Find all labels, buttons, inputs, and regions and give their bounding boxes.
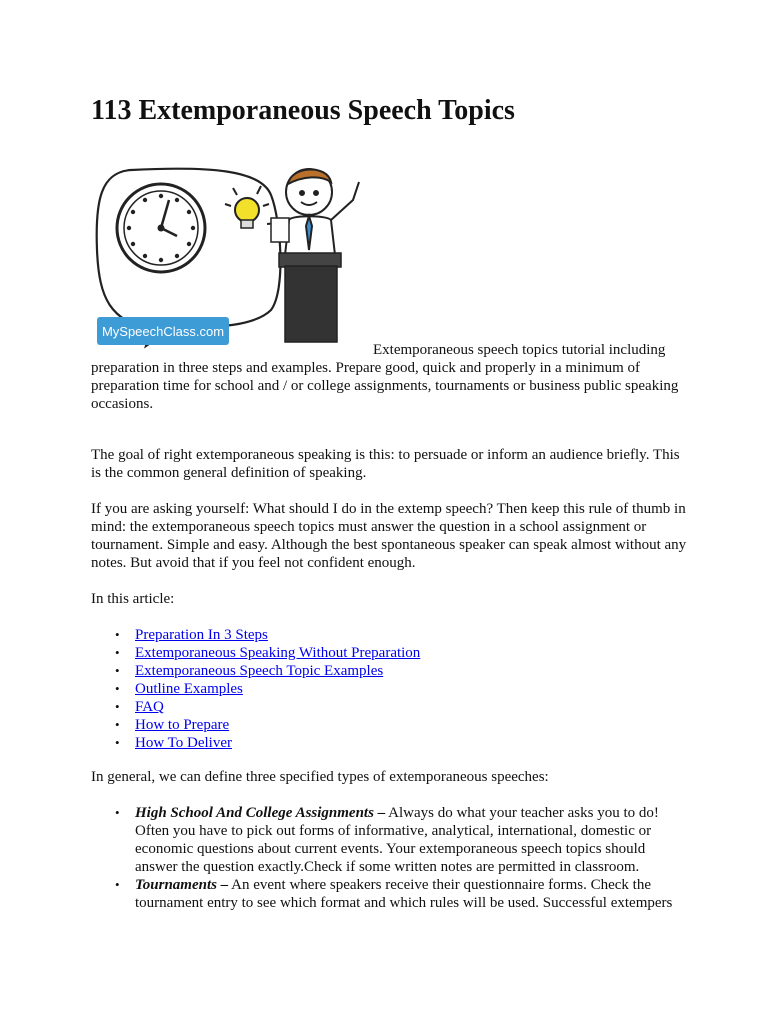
toc-item [91, 662, 420, 680]
paragraph-goal: The goal of right extemporaneous speaking is this: to persuade or inform an audience briefly. This is the common general definition of speaking. [91, 447, 680, 481]
logo-text: MySpeechClass.com [101, 324, 225, 339]
speech-illustration [91, 160, 371, 350]
paragraph-types-intro: In general, we can define three specified types of extemporaneous speeches: [91, 769, 549, 785]
speech-types-list [91, 804, 681, 912]
toc-item [91, 626, 420, 644]
paragraph-in-this-article: In this article: [91, 591, 175, 607]
toc-item [91, 680, 420, 698]
toc-link-outline-examples[interactable]: Outline Examples [135, 681, 243, 697]
toc-item [91, 698, 420, 716]
toc-link-faq[interactable]: FAQ [135, 699, 164, 715]
type-description: An event where speakers receive their questionnaire forms. Check the tournament entry to see which format and which rules will be used. Successful extempers [135, 877, 673, 911]
type-term: High School And College Assignments – [135, 805, 386, 821]
article-title: 113 Extemporaneous Speech Topics [91, 95, 515, 126]
toc-link-how-to-deliver[interactable]: How To Deliver [135, 735, 232, 751]
table-of-contents [91, 626, 420, 752]
toc-item [91, 644, 420, 662]
toc-item [91, 716, 420, 734]
type-description: Always do what your teacher asks you to do! Often you have to pick out forms of informative, analytical, international, domestic or economic questions about current events. Your extemporaneous speech topics should answer the question exactly.Check if some written notes are permitted in classroom. [135, 805, 659, 875]
toc-item [91, 734, 420, 752]
paragraph-rule-of-thumb: If you are asking yourself: What should I do in the extemp speech? Then keep this rule of thumb in mind: the extemporaneous speech topics must answer the question in a school assignment or tournament. Simple and easy. Although the best spontaneous speaker can speak almost without any notes. But avoid that if you feel not confident enough. [91, 501, 687, 571]
type-term: Tournaments – [135, 877, 229, 893]
toc-link-how-to-prepare[interactable]: How to Prepare [135, 717, 230, 733]
intro-paragraph: Extemporaneous speech topics tutorial including preparation in three steps and examples. Prepare good, quick and properly in a minimum of preparation time for school and / or college assignments, tournaments or business public speaking occasions. [91, 342, 679, 412]
toc-link-topic-examples[interactable]: Extemporaneous Speech Topic Examples [135, 663, 384, 679]
speaker-figure [267, 169, 359, 255]
podium-shape [279, 253, 341, 342]
list-item [91, 804, 681, 876]
lightbulb-icon [225, 186, 269, 228]
toc-link-preparation[interactable]: Preparation In 3 Steps [135, 627, 268, 643]
toc-link-without-preparation[interactable]: Extemporaneous Speaking Without Preparation [135, 645, 421, 661]
list-item [91, 876, 681, 912]
